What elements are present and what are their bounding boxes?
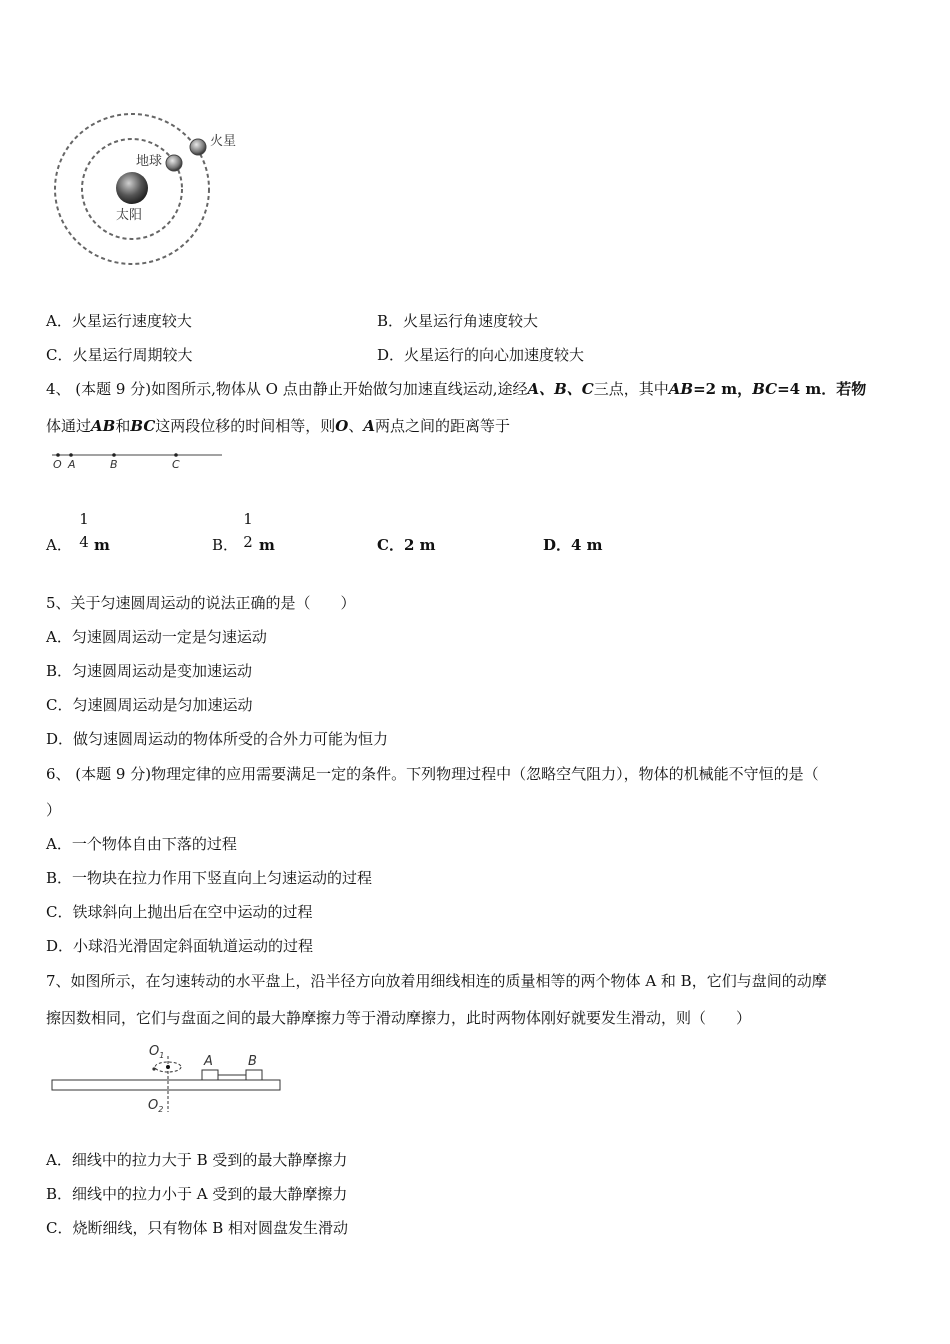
- q6-option-b: B．一物块在拉力作用下竖直向上匀速运动的过程: [46, 869, 373, 887]
- q7-option-a: A．细线中的拉力大于 B 受到的最大静摩擦力: [46, 1151, 348, 1169]
- q3-option-d: D．火星运行的向心加速度较大: [377, 346, 585, 364]
- q7-stem-line2: 擦因数相同，它们与盘面之间的最大静摩擦力等于滑动摩擦力，此时两物体刚好就要发生滑动，则（ ）: [46, 1009, 752, 1027]
- q4-axis-figure: [50, 448, 230, 474]
- mars: [190, 139, 206, 155]
- mars-label: 火星: [210, 134, 237, 149]
- axis-label-c: C: [172, 458, 180, 471]
- sun-label: 太阳: [116, 208, 143, 223]
- label-o1: $O_1$: [149, 1044, 165, 1060]
- label-b: B: [248, 1054, 257, 1069]
- q5-option-a: A．匀速圆周运动一定是匀速运动: [46, 628, 267, 646]
- q5-option-d: D．做匀速圆周运动的物体所受的合外力可能为恒力: [46, 730, 389, 748]
- q3-option-c: C．火星运行周期较大: [46, 346, 193, 364]
- q5-option-b: B．匀速圆周运动是变加速运动: [46, 662, 253, 680]
- q7-disk-figure: [50, 1042, 285, 1116]
- q7-option-b: B．细线中的拉力小于 A 受到的最大静摩擦力: [46, 1185, 348, 1203]
- q7-option-c: C．烧断细线，只有物体 B 相对圆盘发生滑动: [46, 1219, 349, 1237]
- orbit-figure: [50, 108, 250, 273]
- q4-option-b-label: B．: [212, 536, 239, 554]
- block-b: [246, 1070, 262, 1080]
- q6-stem-line1: 6、 (本题 9 分)物理定律的应用需要满足一定的条件。下列物理过程中（忽略空气阻力），物体的机械能不守恒的是（: [46, 765, 819, 783]
- q5-option-c: C．匀速圆周运动是匀加速运动: [46, 696, 253, 714]
- axis-label-a: A: [68, 458, 76, 471]
- q6-stem-line2: ）: [46, 801, 62, 819]
- block-a: [202, 1070, 218, 1080]
- sun: [116, 172, 148, 204]
- q4-option-b-unit: m: [259, 536, 275, 554]
- axis-label-o: O: [53, 458, 62, 471]
- q3-option-a: A．火星运行速度较大: [46, 312, 192, 330]
- label-o2: $O_2$: [148, 1098, 164, 1114]
- q4-option-c: C．2 m: [377, 536, 436, 554]
- q6-option-c: C．铁球斜向上抛出后在空中运动的过程: [46, 903, 313, 921]
- q4-option-a-label: A．: [46, 536, 72, 554]
- q4-stem-line2: 体通过AB和BC这两段位移的时间相等，则O、A两点之间的距离等于: [46, 417, 511, 435]
- earth-label: 地球: [136, 154, 163, 169]
- q3-option-b: B．火星运行角速度较大: [377, 312, 539, 330]
- q4-option-b-fraction: 1 2: [240, 510, 256, 551]
- disk: [52, 1080, 280, 1090]
- q4-stem-line1: 4、 (本题 9 分)如图所示,物体从 O 点由静止开始做匀加速直线运动,途经A、B、C三点，其中AB=2 m，BC=4 m．若物: [46, 380, 867, 398]
- q4-option-d: D．4 m: [543, 536, 603, 554]
- label-a: A: [204, 1054, 213, 1069]
- axis-label-b: B: [110, 458, 118, 471]
- q6-option-a: A．一个物体自由下落的过程: [46, 835, 237, 853]
- q7-stem-line1: 7、如图所示，在匀速转动的水平盘上，沿半径方向放着用细线相连的质量相等的两个物体 A 和 B，它们与盘间的动摩: [46, 972, 827, 990]
- earth: [166, 155, 182, 171]
- q4-option-a-fraction: 1 4: [76, 510, 92, 551]
- q5-stem: 5、关于匀速圆周运动的说法正确的是（ ）: [46, 594, 356, 612]
- q6-option-d: D．小球沿光滑固定斜面轨道运动的过程: [46, 937, 314, 955]
- q4-option-a-unit: m: [94, 536, 110, 554]
